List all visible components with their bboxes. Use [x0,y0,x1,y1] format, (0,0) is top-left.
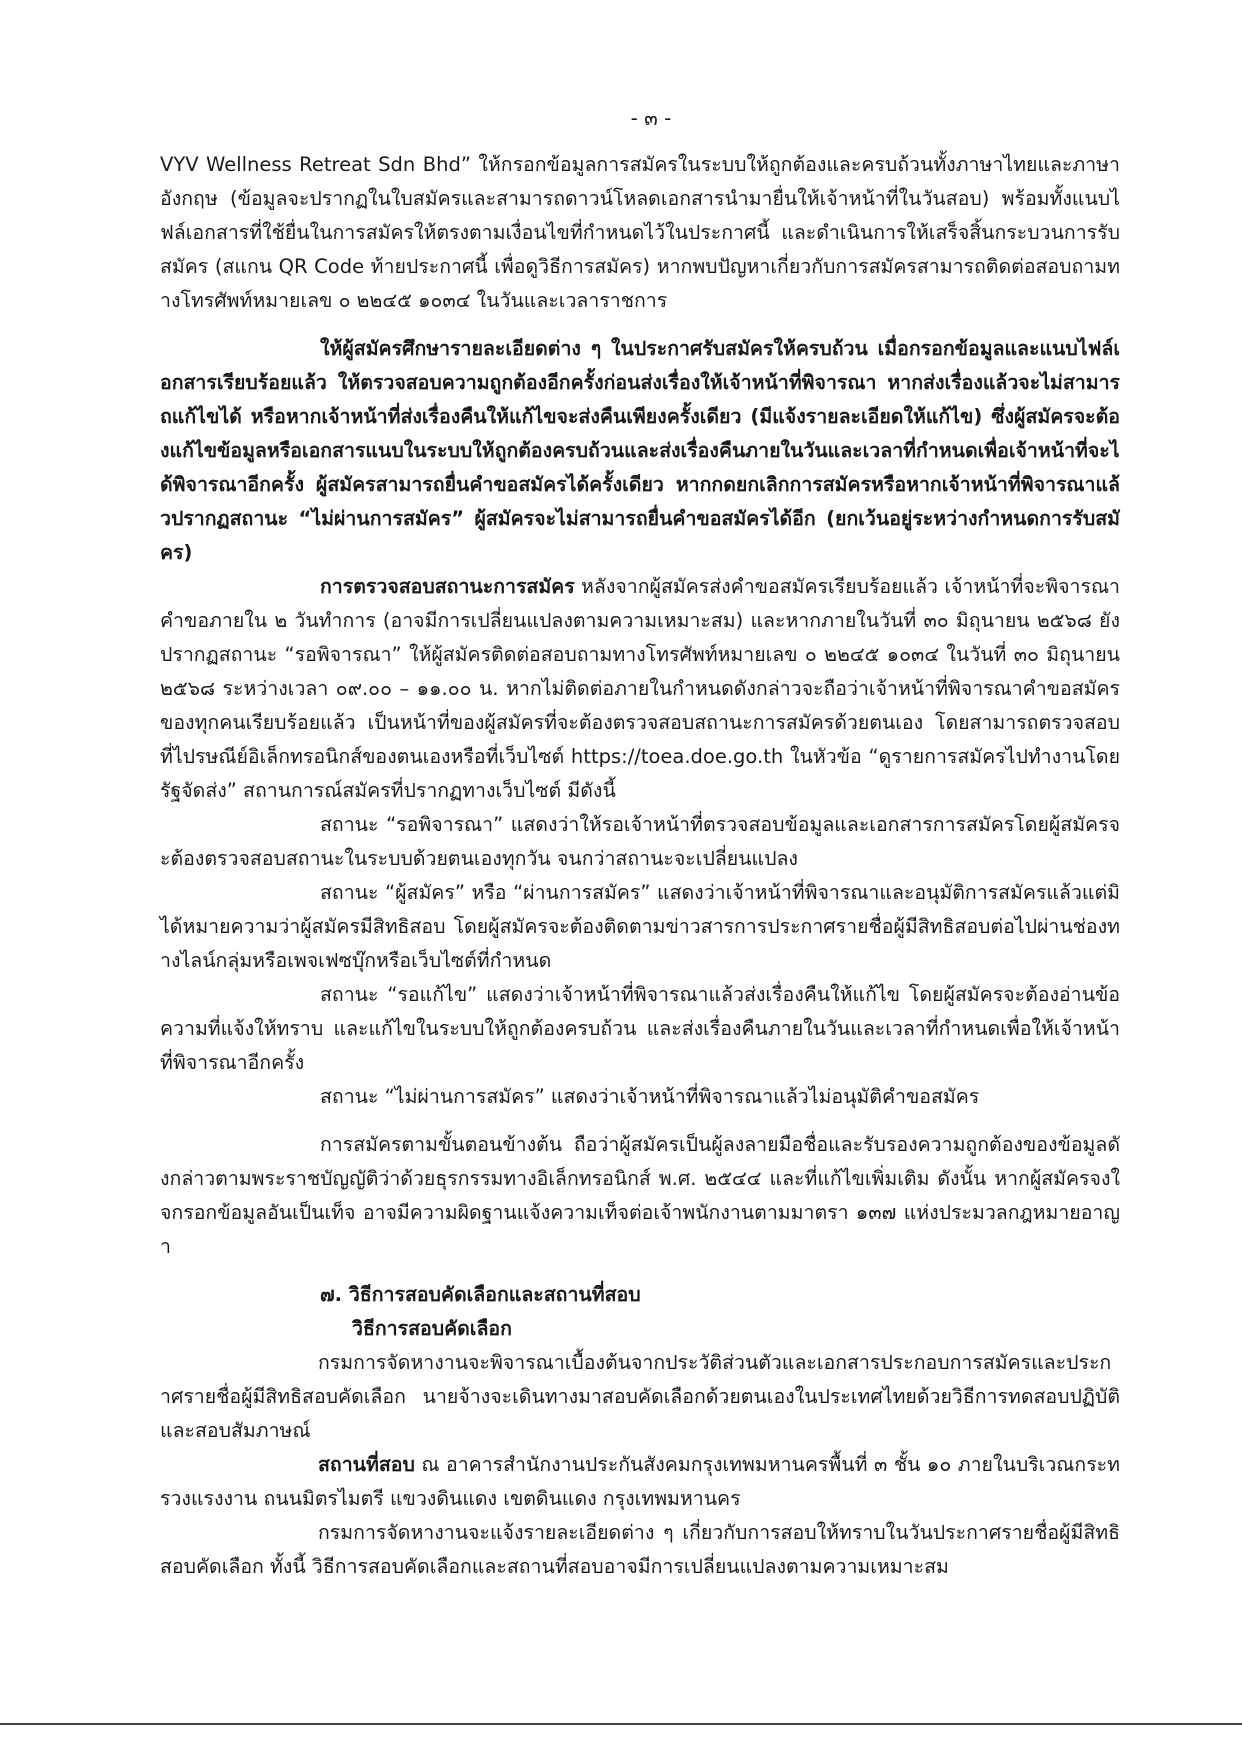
paragraph-legal-certification: การสมัครตามขั้นตอนข้างต้น ถือว่าผู้สมัครเป็นผู้ลงลายมือชื่อและรับรองความถูกต้องของข้อมูลดังกล่าวตามพระราชบัญญัติว่าด้วยธุรกรรมทางอิเล็กทรอนิกส์ พ.ศ. ๒๕๔๔ และที่แก้ไขเพิ่มเติม ดังนั้น หากผู้สมัครจงใจกรอกข้อมูลอันเป็นเท็จ อาจมีความผิดฐานแจ้งความเท็จต่อเจ้าพนักงานตามมาตรา ๑๓๗ แห่งประมวลกฎหมายอาญา [160,1133,1120,1258]
page-number: - ๓ - [630,106,672,130]
paragraph-exam-location [160,1448,1120,1516]
paragraph-exam-details-notice: กรมการจัดหางานจะแจ้งรายละเอียดต่าง ๆ เกี่ยวกับการสอบให้ทราบในวันประกาศรายชื่อผู้มีสิทธิสอบคัดเลือก ทั้งนี้ วิธีการสอบคัดเลือกและสถานที่สอบอาจมีการเปลี่ยนแปลงตามความเหมาะสม [160,1521,1120,1578]
paragraph-selection-method: กรมการจัดหางานจะพิจารณาเบื้องต้นจากประวัติส่วนตัวและเอกสารประกอบการสมัครและประกาศรายชื่อผู้มีสิทธิสอบคัดเลือก นายจ้างจะเดินทางมาสอบคัดเลือกด้วยตนเองในประเทศไทยด้วยวิธีการทดสอบปฏิบัติและสอบสัมภาษณ์ [160,1351,1120,1442]
paragraph-important-notice: ให้ผู้สมัครศึกษารายละเอียดต่าง ๆ ในประกาศรับสมัครให้ครบถ้วน เมื่อกรอกข้อมูลและแนบไฟล์เอกสารเรียบร้อยแล้ว ให้ตรวจสอบความถูกต้องอีกครั้งก่อนส่งเรื่องให้เจ้าหน้าที่พิจารณา หากส่งเรื่องแล้วจะไม่สามารถแก้ไขได้ หรือหากเจ้าหน้าที่ส่งเรื่องคืนให้แก้ไขจะส่งคืนเพียงครั้งเดียว (มีแจ้งรายละเอียดให้แก้ไข) ซึ่งผู้สมัครจะต้องแก้ไขข้อมูลหรือเอกสารแนบในระบบให้ถูกต้องครบถ้วนและส่งเรื่องคืนภายในวันและเวลาที่กำหนดเพื่อเจ้าหน้าที่จะได้พิจารณาอีกครั้ง ผู้สมัครสามารถยื่นคำขอสมัครได้ครั้งเดียว หากกดยกเลิกการสมัครหรือหากเจ้าหน้าที่พิจารณาแล้วปรากฏสถานะ “ไม่ผ่านการสมัคร” ผู้สมัครจะไม่สามารถยื่นคำขอสมัครได้อีก (ยกเว้นอยู่ระหว่างกำหนดการรับสมัคร) [160,337,1120,564]
status-check-text: หลังจากผู้สมัครส่งคำขอสมัครเรียบร้อยแล้ว เจ้าหน้าที่จะพิจารณาคำขอภายใน ๒ วันทำการ (อาจมีการเปลี่ยนแปลงตามความเหมาะสม) และหากภายในวันที่ ๓๐ มิถุนายน ๒๕๖๘ ยังปรากฏสถานะ “รอพิจารณา” ให้ผู้สมัครติดต่อสอบถามทางโทรศัพท์หมายเลข ๐ ๒๒๔๕ ๑๐๓๔ ในวันที่ ๓๐ มิถุนายน ๒๕๖๘ ระหว่างเวลา ๐๙.๐๐ – ๑๑.๐๐ น. หากไม่ติดต่อภายในกำหนดดังกล่าวจะถือว่าเจ้าหน้าที่พิจารณาคำขอสมัครของทุกคนเรียบร้อยแล้ว เป็นหน้าที่ของผู้สมัครที่จะต้องตรวจสอบสถานะการสมัครด้วยตนเอง โดยสามารถตรวจสอบที่ไปรษณีย์อิเล็กทรอนิกส์ของตนเองหรือที่เว็บไซต์ https://toea.doe.go.th ในหัวข้อ “ดูรายการสมัครไปทำงานโดยรัฐจัดส่ง” สถานการณ์สมัครที่ปรากฏทางเว็บไซต์ มีดังนี้ [160,575,1120,802]
sub-heading-selection-method: วิธีการสอบคัดเลือก [352,1317,512,1340]
paragraph-status-check [160,570,1120,808]
status-rejected: สถานะ “ไม่ผ่านการสมัคร” แสดงว่าเจ้าหน้าที่พิจารณาแล้วไม่อนุมัติคำขอสมัคร [320,1085,980,1108]
document-body [160,148,1120,1584]
paragraph-application-instructions: VYV Wellness Retreat Sdn Bhd” ให้กรอกข้อมูลการสมัครในระบบให้ถูกต้องและครบถ้วนทั้งภาษาไทยและภาษาอังกฤษ (ข้อมูลจะปรากฏในใบสมัครและสามารถดาวน์โหลดเอกสารนำมายื่นให้เจ้าหน้าที่ในวันสอบ) พร้อมทั้งแนบไฟล์เอกสารที่ใช้ยื่นในการสมัครให้ตรงตามเงื่อนไขที่กำหนดไว้ในประกาศนี้ และดำเนินการให้เสร็จสิ้นกระบวนการรับสมัคร (สแกน QR Code ท้ายประกาศนี้ เพื่อดูวิธีการสมัคร) หากพบปัญหาเกี่ยวกับการสมัครสามารถติดต่อสอบถามทางโทรศัพท์หมายเลข ๐ ๒๒๔๕ ๑๐๓๔ ในวันและเวลาราชการ [160,153,1120,312]
exam-location-lead: สถานที่สอบ [318,1453,415,1476]
status-check-lead: การตรวจสอบสถานะการสมัคร [320,575,575,598]
exam-location-text: ณ อาคารสำนักงานประกันสังคมกรุงเทพมหานครพื้นที่ ๓ ชั้น ๑๐ ภายในบริเวณกระทรวงแรงงาน ถนนมิตรไมตรี แขวงดินแดง เขตดินแดง กรุงเทพมหานคร [160,1453,1120,1510]
status-pending: สถานะ “รอพิจารณา” แสดงว่าให้รอเจ้าหน้าที่ตรวจสอบข้อมูลและเอกสารการสมัครโดยผู้สมัครจะต้องตรวจสอบสถานะในระบบด้วยตนเองทุกวัน จนกว่าสถานะจะเปลี่ยนแปลง [160,813,1120,870]
status-revise: สถานะ “รอแก้ไข” แสดงว่าเจ้าหน้าที่พิจารณาแล้วส่งเรื่องคืนให้แก้ไข โดยผู้สมัครจะต้องอ่านข้อความที่แจ้งให้ทราบ และแก้ไขในระบบให้ถูกต้องครบถ้วน และส่งเรื่องคืนภายในวันและเวลาที่กำหนดเพื่อให้เจ้าหน้าที่พิจารณาอีกครั้ง [160,983,1120,1074]
scan-edge-line [0,1723,1242,1725]
status-applicant: สถานะ “ผู้สมัคร” หรือ “ผ่านการสมัคร” แสดงว่าเจ้าหน้าที่พิจารณาและอนุมัติการสมัครแล้วแต่มิได้หมายความว่าผู้สมัครมีสิทธิสอบ โดยผู้สมัครจะต้องติดตามข่าวสารการประกาศรายชื่อผู้มีสิทธิสอบต่อไปผ่านช่องทางไลน์กลุ่มหรือเพจเฟซบุ๊กหรือเว็บไซต์ที่กำหนด [160,881,1120,972]
section-heading-7: ๗. วิธีการสอบคัดเลือกและสถานที่สอบ [320,1283,641,1306]
